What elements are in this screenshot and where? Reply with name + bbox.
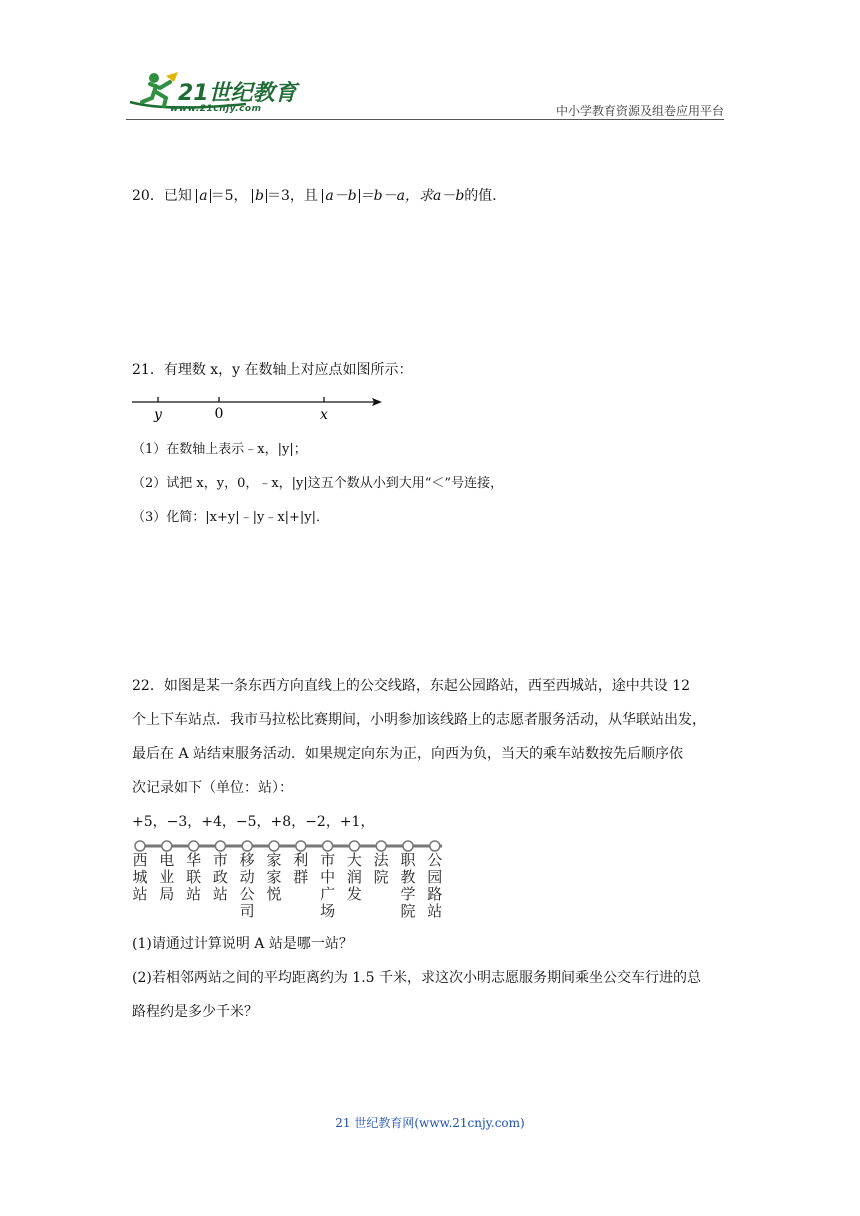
bus-stop-marker bbox=[349, 841, 359, 851]
bus-stop-marker bbox=[215, 841, 225, 851]
abs-a-minus-b: a－b bbox=[322, 189, 359, 203]
station-label: 移 动 公 司 bbox=[239, 851, 255, 920]
q21-sub3: （3）化简：|x+y|﹣|y﹣x|+|y|． bbox=[132, 510, 330, 525]
station-label: 法 院 bbox=[373, 851, 389, 886]
bus-stop-marker bbox=[296, 841, 306, 851]
q20-eq3: ＝3，且 bbox=[266, 188, 318, 204]
station-label: 公 园 路 站 bbox=[427, 851, 443, 920]
q20-prefix: 20．已知 bbox=[132, 188, 192, 204]
station-label: 市 中 广 场 bbox=[320, 851, 336, 920]
q22-sub1: (1)请通过计算说明 A 站是哪一站？ bbox=[132, 936, 353, 952]
q22-sub2a: (2)若相邻两站之间的平均距离约为 1.5 千米，求这次小明志愿服务期间乘坐公交车行进的总 bbox=[132, 970, 701, 986]
q20-eq5: ＝5， bbox=[210, 188, 248, 204]
abs-a: a bbox=[196, 189, 210, 203]
numline-label-x: x bbox=[320, 407, 328, 423]
bus-stop-marker bbox=[242, 841, 252, 851]
q21-sub2: （2）试把 x，y，0，﹣x，|y|这五个数从小到大用“＜”号连接， bbox=[132, 476, 504, 491]
station-label: 家 家 悦 bbox=[266, 851, 282, 903]
q22-line2: 个上下车站点．我市马拉松比赛期间，小明参加该线路上的志愿者服务活动，从华联站出发， bbox=[132, 712, 706, 728]
station-label: 大 润 发 bbox=[346, 851, 362, 903]
bus-stop-marker bbox=[403, 841, 413, 851]
bus-stop-marker bbox=[323, 841, 333, 851]
station-label: 利 群 bbox=[293, 851, 309, 886]
bus-stop-marker bbox=[269, 841, 279, 851]
numline-label-y: y bbox=[154, 407, 162, 423]
q21-sub1: （1）在数轴上表示﹣x，|y|； bbox=[132, 442, 307, 457]
station-label: 西 城 站 bbox=[132, 851, 148, 903]
logo-text: 21世纪教育 bbox=[178, 81, 297, 106]
q22-line1: 22．如图是某一条东西方向直线上的公交线路，东起公园路站，西至西城站，途中共设 12 bbox=[132, 678, 691, 694]
q22-line4: 次记录如下（单位：站）： bbox=[132, 780, 293, 796]
q22-line3: 最后在 A 站结束服务活动．如果规定向东为正，向西为负，当天的乘车站数按先后顺序依 bbox=[132, 746, 684, 762]
header-divider bbox=[126, 119, 724, 120]
bus-stop-marker bbox=[162, 841, 172, 851]
footer-source: 21 世纪教育网(www.21cnjy.com) bbox=[335, 1116, 525, 1130]
abs-b: b bbox=[252, 189, 267, 203]
station-label: 市 政 站 bbox=[212, 851, 228, 903]
bus-stop-marker bbox=[376, 841, 386, 851]
question-21: 21．有理数 x，y 在数轴上对应点如图所示： bbox=[132, 362, 413, 378]
station-label: 电 业 局 bbox=[159, 851, 175, 903]
q20-expr: a－b bbox=[432, 188, 465, 204]
station-label: 华 联 站 bbox=[186, 851, 202, 903]
q22-sub2b: 路程约是多少千米？ bbox=[132, 1004, 258, 1020]
bus-stop-marker bbox=[135, 841, 145, 851]
numline-label-0: 0 bbox=[214, 406, 224, 422]
logo-url: www.21cnjy.com bbox=[170, 104, 262, 114]
platform-title: 中小学教育资源及组卷应用平台 bbox=[555, 104, 724, 118]
bus-stop-marker bbox=[189, 841, 199, 851]
q20-tail: 的值． bbox=[464, 188, 507, 204]
station-label: 职 教 学 院 bbox=[400, 851, 416, 920]
q22-records: +5，−3，+4，−5，+8，−2，+1， bbox=[132, 814, 375, 830]
number-line-figure bbox=[130, 386, 390, 426]
question-20 bbox=[132, 186, 506, 206]
bus-stop-marker bbox=[430, 841, 440, 851]
q20-rhs: ＝b－a，求 bbox=[359, 188, 433, 204]
